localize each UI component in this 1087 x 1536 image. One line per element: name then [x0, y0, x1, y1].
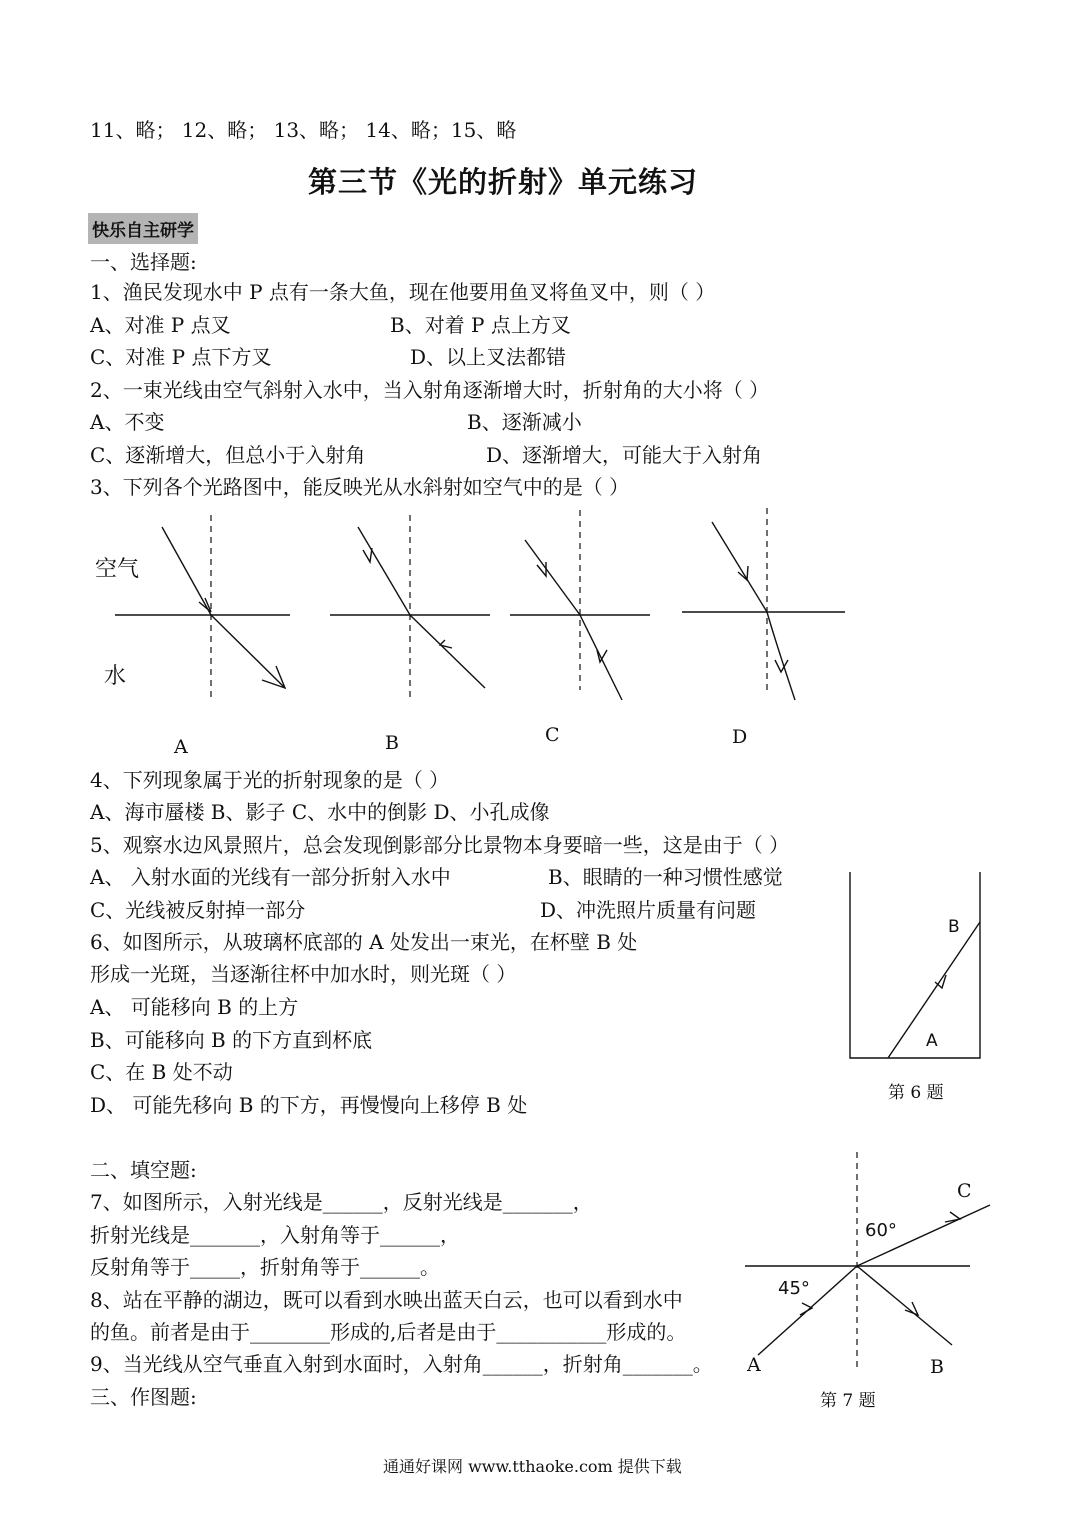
q7-line1: 7、如图所示，入射光线是______，反射光线是_______，	[90, 1190, 593, 1214]
diagram-label-a: A	[174, 736, 188, 758]
section-tag: 快乐自主研学	[88, 213, 198, 244]
q5-option-b: B、眼睛的一种习惯性感觉	[548, 865, 783, 889]
q8-line2: 的鱼。前者是由于________形成的,后者是由于___________形成的。	[90, 1320, 687, 1344]
q2-option-c: C、逐渐增大，但总小于入射角	[90, 443, 366, 467]
q5-option-c: C、光线被反射掉一部分	[90, 898, 306, 922]
q9-line1: 9、当光线从空气垂直入射到水面时，入射角______，折射角_______。	[90, 1352, 713, 1376]
q8-line1: 8、站在平静的湖边，既可以看到水映出蓝天白云，也可以看到水中	[90, 1288, 683, 1312]
q6-option-a: A、 可能移向 B 的上方	[90, 995, 299, 1019]
q6-option-d: D、 可能先移向 B 的下方，再慢慢向上移停 B 处	[90, 1093, 528, 1117]
q5-option-a: A、 入射水面的光线有一部分折射入水中	[90, 865, 451, 889]
q1-option-d: D、以上叉法都错	[410, 345, 567, 369]
q7-label-a: A	[747, 1354, 761, 1376]
q1-option-b: B、对着 P 点上方叉	[390, 313, 571, 337]
svg-text:A: A	[926, 1031, 938, 1051]
q7-angle-60: 60°	[865, 1220, 897, 1241]
q7-label-b: B	[930, 1356, 944, 1378]
q6-stem-line2: 形成一光斑，当逐渐往杯中加水时，则光斑（ ）	[90, 962, 517, 986]
section-choice-heading: 一、选择题:	[90, 250, 197, 274]
q5-stem: 5、观察水边风景照片，总会发现倒影部分比景物本身要暗一些，这是由于（ ）	[90, 833, 790, 857]
q6-option-c: C、在 B 处不动	[90, 1060, 233, 1084]
q4-stem: 4、下列现象属于光的折射现象的是（ ）	[90, 768, 450, 792]
header-answers: 11、略； 12、略； 13、略； 14、略；15、略	[90, 118, 517, 142]
footer-download-note: 通通好课网 www.tthaoke.com 提供下载	[383, 1457, 682, 1476]
q3-stem: 3、下列各个光路图中，能反映光从水斜射如空气中的是（ ）	[90, 475, 630, 499]
q6-figure-caption: 第 6 题	[888, 1083, 944, 1103]
q4-options: A、海市蜃楼 B、影子 C、水中的倒影 D、小孔成像	[90, 800, 550, 824]
diagram-d	[682, 508, 845, 700]
diagram-c	[510, 510, 650, 700]
diagram-label-d: D	[732, 726, 748, 748]
diagram-a	[115, 515, 290, 700]
diagram-label-b: B	[385, 732, 399, 754]
label-air: 空气	[95, 557, 140, 582]
q2-option-a: A、不变	[90, 410, 165, 434]
diagram-label-c: C	[545, 724, 560, 746]
q2-stem: 2、一束光线由空气斜射入水中，当入射角逐渐增大时，折射角的大小将（ ）	[90, 378, 770, 402]
q7-figure-caption: 第 7 题	[820, 1391, 876, 1411]
page-title: 第三节《光的折射》单元练习	[308, 165, 699, 199]
q1-stem: 1、渔民发现水中 P 点有一条大鱼，现在他要用鱼叉将鱼叉中，则（ ）	[90, 280, 716, 304]
q7-line2: 折射光线是_______，入射角等于______，	[90, 1223, 460, 1247]
section-fill-heading: 二、填空题:	[90, 1158, 197, 1182]
glass-figure	[850, 872, 980, 1058]
section-draw-heading: 三、作图题:	[90, 1385, 197, 1409]
q2-option-d: D、逐渐增大，可能大于入射角	[486, 443, 763, 467]
q1-option-c: C、对准 P 点下方叉	[90, 345, 272, 369]
q7-line3: 反射角等于_____，折射角等于______。	[90, 1255, 440, 1279]
q1-option-a: A、对准 P 点叉	[90, 313, 231, 337]
q6-stem-line1: 6、如图所示，从玻璃杯底部的 A 处发出一束光，在杯壁 B 处	[90, 930, 638, 954]
q2-option-b: B、逐渐减小	[467, 410, 582, 434]
svg-text:B: B	[948, 917, 960, 937]
q6-option-b: B、可能移向 B 的下方直到杯底	[90, 1028, 373, 1052]
diagram-b	[330, 515, 490, 700]
q7-label-c: C	[957, 1180, 972, 1202]
q5-option-d: D、冲洗照片质量有问题	[540, 898, 757, 922]
reflection-refraction-figure	[745, 1152, 990, 1370]
q7-angle-45: 45°	[778, 1278, 810, 1299]
label-water: 水	[104, 664, 127, 689]
